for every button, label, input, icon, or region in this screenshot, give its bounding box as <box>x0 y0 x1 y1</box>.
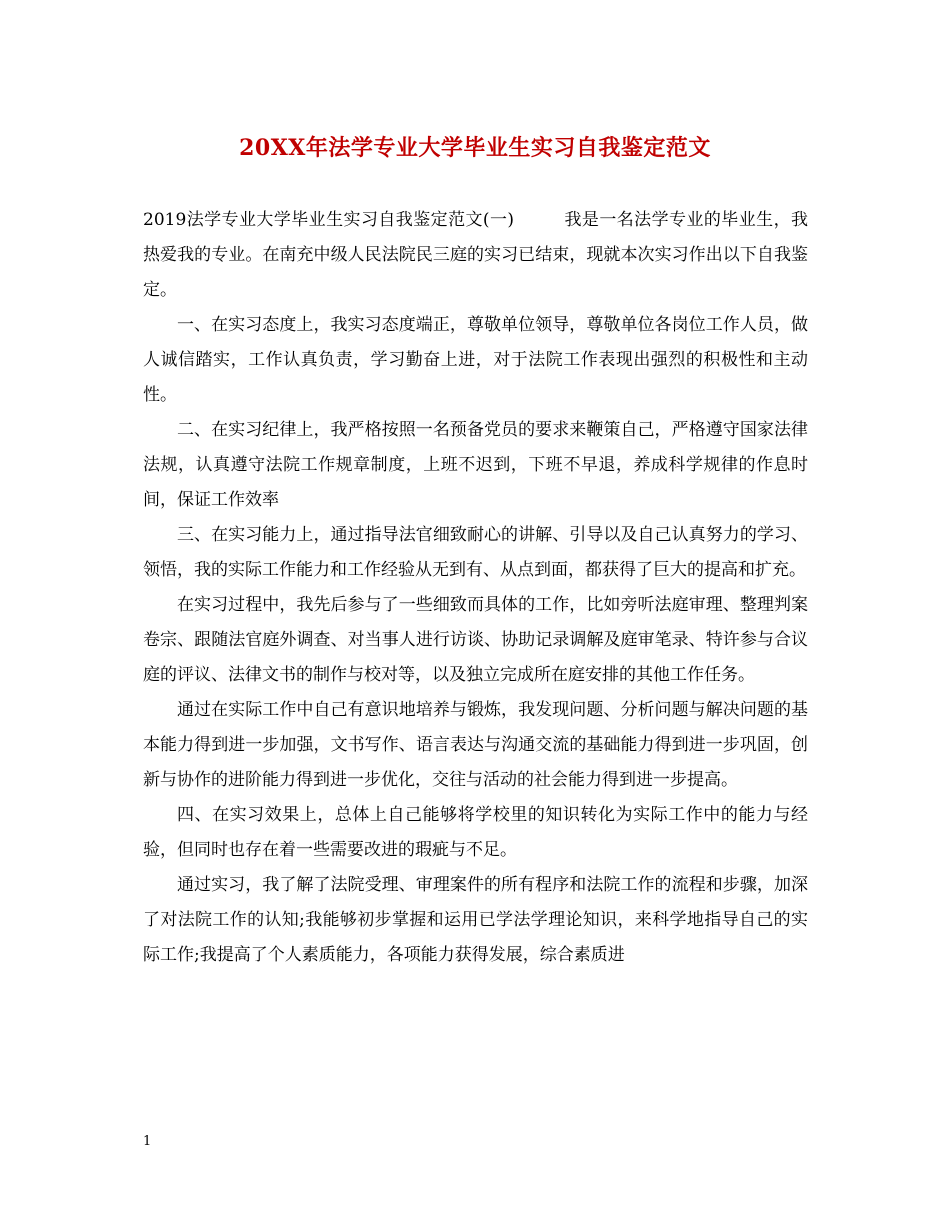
paragraph-discipline: 二、在实习纪律上，我严格按照一名预备党员的要求来鞭策自己，严格遵守国家法律法规，认真遵守法院工作规章制度，上班不迟到，下班不早退，养成科学规律的作息时间，保证工作效率 <box>143 420 808 510</box>
document-body <box>143 203 808 973</box>
intro-heading: 2019法学专业大学毕业生实习自我鉴定范文(一) <box>143 210 515 230</box>
page-number: 1 <box>143 1134 152 1149</box>
paragraph-summary: 通过实习，我了解了法院受理、审理案件的所有程序和法院工作的流程和步骤，加深了对法院工作的认知;我能够初步掌握和运用已学法学理论知识，来科学地指导自己的实际工作;我提高了个人素质能力，各项能力获得发展，综合素质进 <box>143 875 808 965</box>
paragraph-training: 通过在实际工作中自己有意识地培养与锻炼，我发现问题、分析问题与解决问题的基本能力得到进一步加强，文书写作、语言表达与沟通交流的基础能力得到进一步巩固，创新与协作的进阶能力得到进一步优化，交往与活动的社会能力得到进一步提高。 <box>143 700 808 790</box>
paragraph-effect: 四、在实习效果上，总体上自己能够将学校里的知识转化为实际工作中的能力与经验，但同时也存在着一些需要改进的瑕疵与不足。 <box>143 805 808 860</box>
paragraph-attitude: 一、在实习态度上，我实习态度端正，尊敬单位领导，尊敬单位各岗位工作人员，做人诚信踏实，工作认真负责，学习勤奋上进，对于法院工作表现出强烈的积极性和主动性。 <box>143 315 808 405</box>
paragraph-ability: 三、在实习能力上，通过指导法官细致耐心的讲解、引导以及自己认真努力的学习、领悟，我的实际工作能力和工作经验从无到有、从点到面，都获得了巨大的提高和扩充。 <box>143 525 808 580</box>
paragraph-process: 在实习过程中，我先后参与了一些细致而具体的工作，比如旁听法庭审理、整理判案卷宗、跟随法官庭外调查、对当事人进行访谈、协助记录调解及庭审笔录、特许参与合议庭的评议、法律文书的制作与校对等，以及独立完成所在庭安排的其他工作任务。 <box>143 595 808 685</box>
document-title: 20XX年法学专业大学毕业生实习自我鉴定范文 <box>239 135 711 161</box>
intro-text: 我是一名法学专业的毕业生，我热爱我的专业。在南充中级人民法院民三庭的实习已结束，现就本次实习作出以下自我鉴定。 <box>143 210 809 300</box>
intro-paragraph <box>143 203 808 308</box>
